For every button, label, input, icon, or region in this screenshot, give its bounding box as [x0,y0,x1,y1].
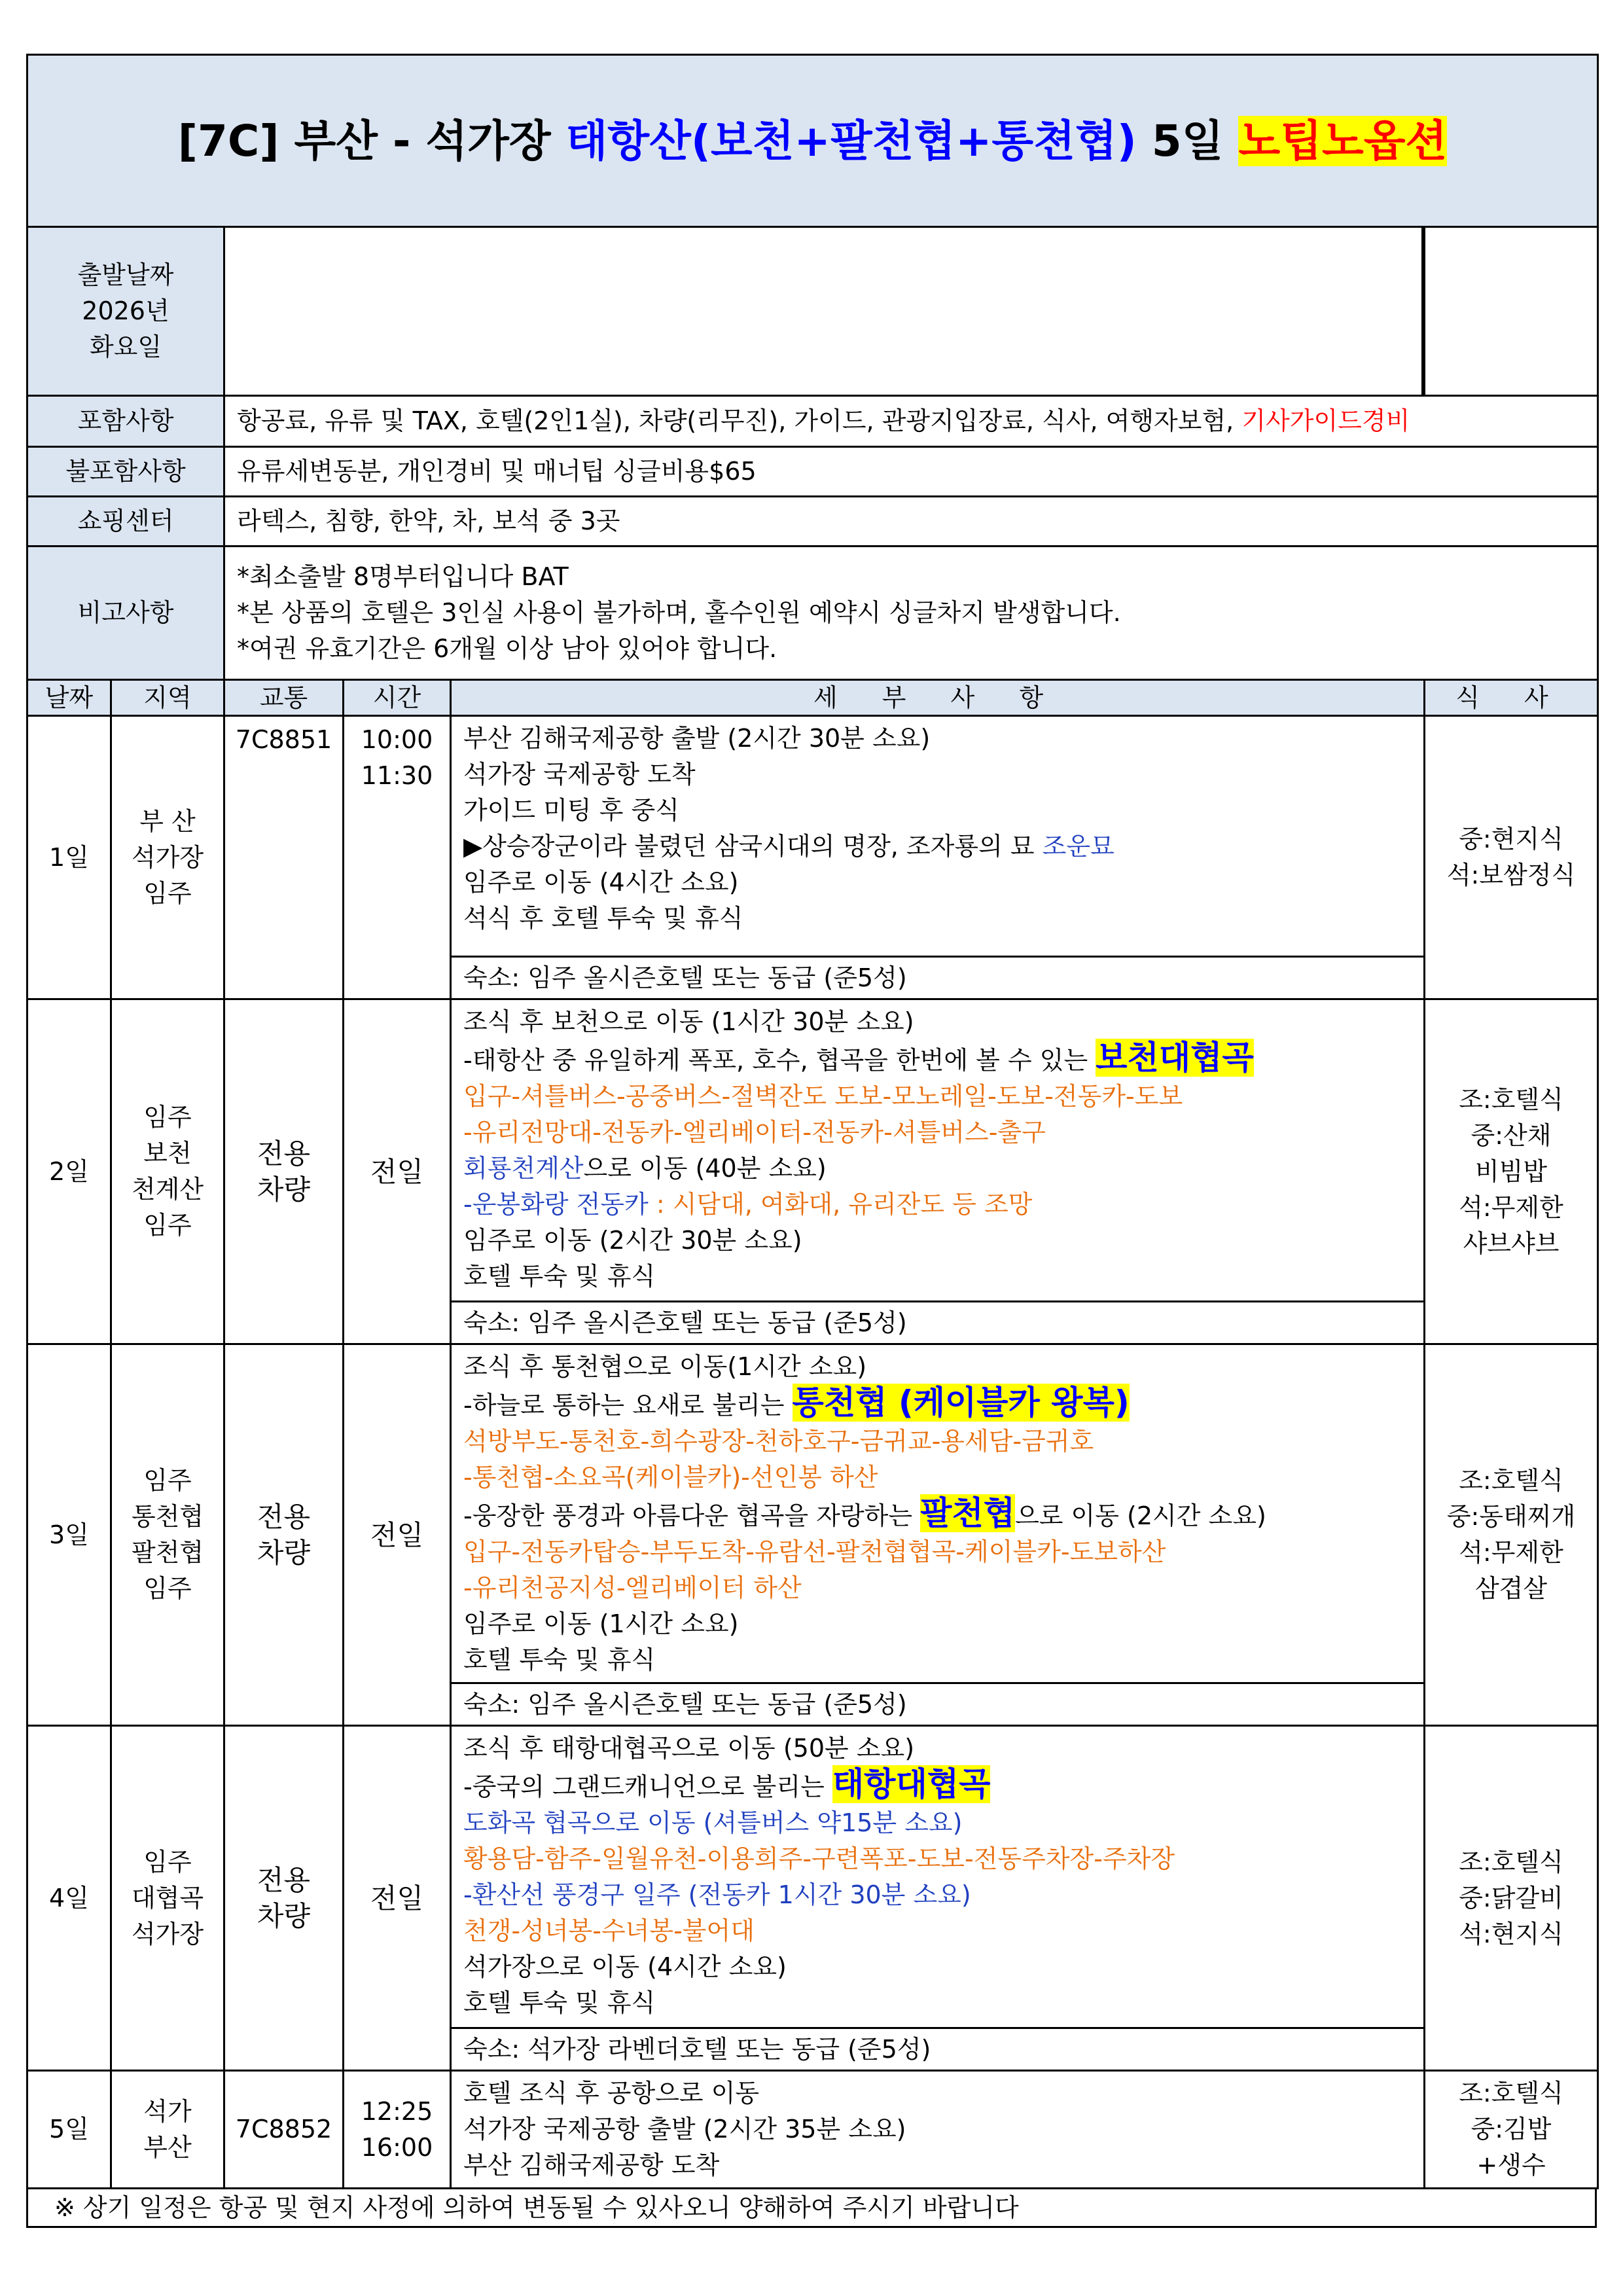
detail-line: 천갱-성녀봉-수녀봉-불어대 [463,1916,755,1945]
day-label: 2일 [27,999,111,1344]
day-label: 4일 [27,1726,111,2071]
details-cell [451,716,1425,957]
time-cell: 전일 [344,1344,451,1726]
shopping-label: 쇼핑센터 [27,497,224,547]
time-cell: 전일 [344,999,451,1344]
col-details: 세 부 사 항 [451,680,1425,716]
meals-cell: 중:현지식 석:보쌈정식 [1425,716,1598,999]
day-label: 3일 [27,1344,111,1726]
meals-cell: 조:호텔식 중:산채 비빔밥 석:무제한 샤브샤브 [1425,999,1598,1344]
region-cell: 석가 부산 [111,2071,224,2189]
col-meals: 식 사 [1425,680,1598,716]
day-row [27,1344,1598,1683]
meals-cell: 조:호텔식 중:동태찌개 석:무제한 삼겹살 [1425,1344,1598,1726]
transport-cell: 전용 차량 [224,1344,344,1726]
detail-line: 호텔 투숙 및 휴식 [463,1262,656,1291]
col-transport: 교통 [224,680,344,716]
detail-line: ▶상승장군이라 불렸던 삼국시대의 명장, 조자룡의 묘 조운묘 [463,832,1115,861]
day-row [27,2071,1598,2189]
region-cell: 임주 통천협 팔천협 임주 [111,1344,224,1726]
day-label: 5일 [27,2071,111,2189]
detail-line: 가이드 미팅 후 중식 [463,796,679,825]
title-route: [7C] 부산 - 석가장 [177,115,566,166]
title-badge: 노팁노옵션 [1238,115,1448,166]
detail-line: 임주로 이동 (4시간 소요) [463,868,739,897]
detail-line: 임주로 이동 (2시간 30분 소요) [463,1226,802,1255]
details-cell [451,1344,1425,1683]
itinerary-page [26,54,1597,2228]
detail-line: 석가장 국제공항 도착 [463,760,696,789]
divider [1421,228,1423,395]
detail-line: 조식 후 보천으로 이동 (1시간 30분 소요) [463,1007,914,1036]
footer-note: ※ 상기 일정은 항공 및 현지 사정에 의하여 변동될 수 있사오니 양해하여 주시기 바랍니다 [26,2189,1597,2228]
page-title [27,55,1598,227]
stay-cell: 숙소: 임주 올시즌호텔 또는 동급 (준5성) [451,1302,1425,1344]
detail-line: -중국의 그랜드캐니언으로 불리는 태항대협곡 [463,1765,991,1803]
detail-line: 조식 후 통천협으로 이동(1시간 소요) [463,1352,867,1381]
remarks-value: *최소출발 8명부터입니다 BAT *본 상품의 호텔은 3인실 사용이 불가하며, 홀수인원 예약시 싱글차지 발생합니다. *여권 유효기간은 6개월 이상 남아 있어야 합니다. [224,547,1598,680]
detail-line: 부산 김해국제공항 출발 (2시간 30분 소요) [463,724,931,753]
details-cell [451,2071,1425,2189]
col-day: 날짜 [27,680,111,716]
included-value: 항공료, 유류 및 TAX, 호텔(2인1실), 차량(리무진), 가이드, 관광지입장료, 식사, 여행자보험, 기사가이드경비 [224,396,1598,447]
stay-cell: 숙소: 임주 올시즌호텔 또는 동급 (준5성) [451,1683,1425,1726]
details-cell [451,1726,1425,2028]
detail-line: 부산 김해국제공항 도착 [463,2151,720,2179]
detail-line: 호텔 투숙 및 휴식 [463,1988,656,2017]
meals-cell: 조:호텔식 중:김밥 +생수 [1425,2071,1598,2189]
detail-line: 석가장으로 이동 (4시간 소요) [463,1952,787,1981]
col-time: 시간 [344,680,451,716]
region-cell: 부 산 석가장 임주 [111,716,224,999]
detail-line: -환산선 풍경구 일주 (전동카 1시간 30분 소요) [463,1880,971,1909]
shopping-value: 라텍스, 침향, 한약, 차, 보석 중 3곳 [224,497,1598,547]
detail-line: -유리천공지성-엘리베이터 하산 [463,1573,802,1602]
day-row [27,1726,1598,2028]
detail-line: 임주로 이동 (1시간 소요) [463,1609,739,1638]
title-destination: 태항산(보천+팔천협+통쳔협) [565,115,1137,166]
detail-line: 입구-셔틀버스-공중버스-절벽잔도 도보-모노레일-도보-전동카-도보 [463,1082,1183,1111]
detail-line: 입구-전동카탑승-부두도착-유람선-팔천협협곡-케이블카-도보하산 [463,1537,1166,1566]
detail-line: -유리전망대-전동카-엘리베이터-전동카-셔틀버스-출구 [463,1118,1046,1147]
transport-cell: 7C8852 [224,2071,344,2189]
departure-label: 출발날짜 2026년 화요일 [27,227,224,396]
transport-cell: 7C8851 [224,716,344,999]
detail-line: -태항산 중 유일하게 폭포, 호수, 협곡을 한번에 볼 수 있는 보천대협곡 [463,1039,1254,1077]
region-cell: 임주 보천 천계산 임주 [111,999,224,1344]
detail-line: -운봉화랑 전동카 : 시담대, 여화대, 유리잔도 등 조망 [463,1190,1033,1219]
title-duration: 5일 [1136,115,1239,166]
column-header-row [27,680,1598,716]
detail-line: -하늘로 통하는 요새로 불리는 통천협 (케이블카 왕복) [463,1384,1130,1422]
stay-cell: 숙소: 임주 올시즌호텔 또는 동급 (준5성) [451,957,1425,999]
excluded-value: 유류세변동분, 개인경비 및 매너팁 싱글비용$65 [224,447,1598,497]
detail-line: -통천협-소요곡(케이블카)-선인봉 하산 [463,1463,878,1492]
region-cell: 임주 대협곡 석가장 [111,1726,224,2071]
detail-line: 도화곡 협곡으로 이동 (셔틀버스 약15분 소요) [463,1808,963,1837]
transport-cell: 전용 차량 [224,1726,344,2071]
detail-line: 호텔 조식 후 공항으로 이동 [463,2079,760,2108]
detail-line: 황용담-함주-일월유천-이용희주-구련폭포-도보-전동주차장-주차장 [463,1844,1175,1873]
time-cell: 12:25 16:00 [344,2071,451,2189]
col-region: 지역 [111,680,224,716]
time-cell: 전일 [344,1726,451,2071]
itinerary-table [26,54,1599,2189]
time-cell: 10:00 11:30 [344,716,451,999]
detail-line: 석식 후 호텔 투숙 및 휴식 [463,904,743,933]
day-row [27,999,1598,1302]
departure-date-field[interactable] [224,227,1425,396]
transport-cell: 전용 차량 [224,999,344,1344]
excluded-label: 불포함사항 [27,447,224,497]
detail-line: 호텔 투숙 및 휴식 [463,1645,656,1674]
day-row [27,716,1598,957]
remarks-label: 비고사항 [27,547,224,680]
detail-line: 석가장 국제공항 출발 (2시간 35분 소요) [463,2115,906,2144]
day-label: 1일 [27,716,111,999]
detail-line: 석방부도-통천호-희수광장-천하호구-금귀교-용세담-금귀호 [463,1427,1094,1456]
departure-extra-field[interactable] [1425,227,1598,396]
details-cell [451,999,1425,1302]
included-label: 포함사항 [27,396,224,447]
detail-line: 조식 후 태항대협곡으로 이동 (50분 소요) [463,1734,915,1763]
meals-cell: 조:호텔식 중:닭갈비 석:현지식 [1425,1726,1598,2071]
stay-cell: 숙소: 석가장 라벤더호텔 또는 동급 (준5성) [451,2028,1425,2071]
detail-line: 회룡천계산으로 이동 (40분 소요) [463,1154,827,1183]
detail-line: -웅장한 풍경과 아름다운 협곡을 자랑하는 팔천협으로 이동 (2시간 소요) [463,1494,1266,1532]
